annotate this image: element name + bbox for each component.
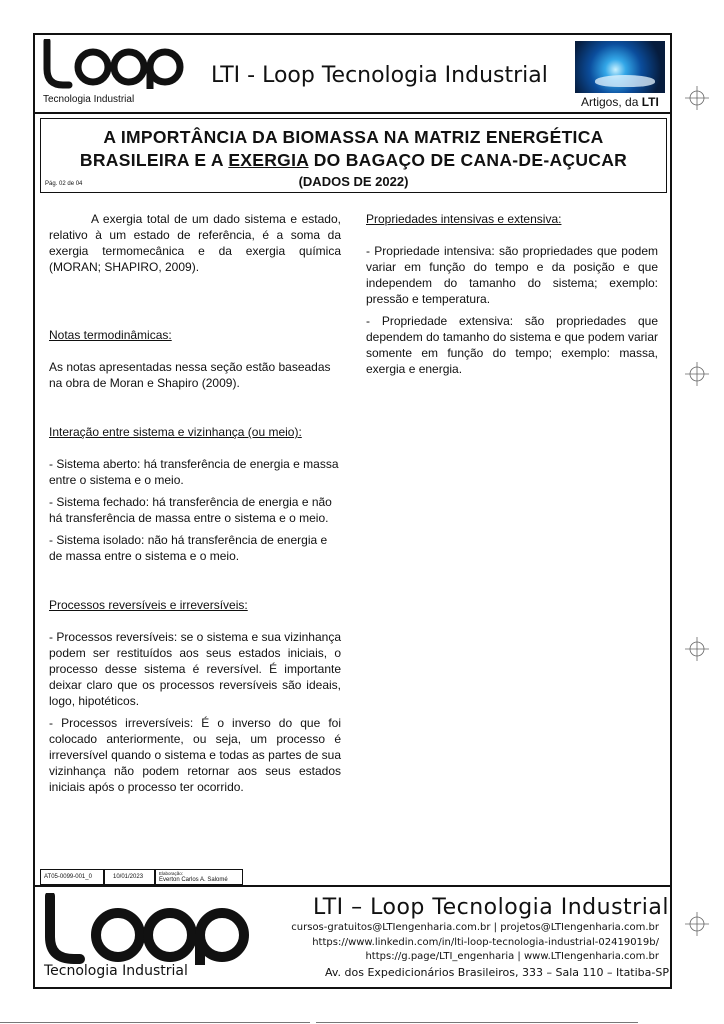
intro-paragraph: A exergia total de um dado sistema e estado, relativo à um estado de referência, é a soma da exergia termomecânica e da exergia química (MORAN; SHAPIRO, 2009). [49,212,341,274]
header-title: LTI - Loop Tecnologia Industrial [211,63,548,88]
document-code-box [40,869,104,885]
artigos-brand: LTI [641,95,659,109]
right-column [366,211,658,377]
registration-mark-icon [685,362,709,386]
artigos-text: Artigos, da [581,95,639,109]
globe-hand-image [575,41,665,93]
left-column [49,211,341,795]
article-title-line2 [41,150,666,171]
processos-reversiveis: - Processos reversíveis: se o sistema e sua vizinhança podem ser restituídos aos seus estados iniciais, o processo desse sistema é reversível. É importante deixar claro que os processos reversíveis são ideais, logo, hipotéticos. [49,630,341,708]
sistema-isolado: - Sistema isolado: não há transferência de energia e de massa entre o sistema e o meio. [49,533,328,563]
footer-links[interactable]: https://g.page/LTI_engenharia | www.LTIengenharia.com.br [365,951,659,962]
footer-divider [35,885,670,887]
interacao-heading: Interação entre sistema e vizinhança (ou meio): [49,425,302,439]
sistema-aberto: - Sistema aberto: há transferência de energia e massa entre o sistema e o meio. [49,457,339,487]
sistema-fechado: - Sistema fechado: há transferência de energia e não há transferência de massa entre o sistema e o meio. [49,495,332,525]
title-line2-post: DO BAGAÇO DE CANA-DE-AÇUCAR [308,150,628,170]
article-subtitle: (DADOS DE 2022) [298,174,409,189]
propriedade-extensiva: - Propriedade extensiva: são propriedades que dependem do tamanho do sistema e que podem variar somente em função do tempo; exemplo: massa, exergia e energia. [366,314,658,376]
footer-title: LTI – Loop Tecnologia Industrial [313,895,669,920]
footer-logo-subtitle: Tecnologia Industrial [44,963,188,979]
footer-loop-logo [42,893,252,979]
processos-irreversiveis: - Processos irreversíveis: É o inverso do que foi colocado anteriormente, ou seja, um processo é irreversível quando o sistema e todas as partes de sua vizinhança não podem retornar aos seus estados iniciais após o processo ter ocorrido. [49,716,341,794]
logo-subtitle: Tecnologia Industrial [43,94,135,105]
document-date-box [104,869,155,885]
footer-linkedin[interactable]: https://www.linkedin.com/in/lti-loop-tecnologia-industrial-02419019b/ [312,937,659,948]
artigos-label [581,95,659,109]
footer-loop-logo-mark [42,893,252,965]
loop-logo-mark [41,39,191,89]
notas-heading: Notas termodinâmicas: [49,328,172,342]
document-code: AT05-0099-001_0 [44,874,92,880]
registration-mark-icon [685,86,709,110]
registration-mark-icon [685,637,709,661]
propriedade-intensiva: - Propriedade intensiva: são propriedades que podem variar em função do tempo e da posição e que independem do tamanho do sistema; exemplo: pressão e temperatura. [366,244,658,306]
notas-paragraph: As notas apresentadas nessa seção estão baseadas na obra de Moran e Shapiro (2009). [49,360,331,390]
document-date: 10/01/2023 [113,874,144,880]
footer-address: Av. dos Expedicionários Brasileiros, 333 – Sala 110 – Itatiba-SP [325,966,669,979]
article-title-box [40,118,667,193]
article-title-line1: A IMPORTÂNCIA DA BIOMASSA NA MATRIZ ENERGÉTICA [103,127,604,147]
page-number: Pág. 02 de 04 [45,181,83,187]
page-header [35,35,670,114]
loop-logo [41,39,191,105]
processos-heading: Processos reversíveis e irreversíveis: [49,598,248,612]
author-name: Everton Carlos A. Salomé [159,877,228,883]
propriedades-heading: Propriedades intensivas e extensiva: [366,212,562,226]
title-emphasis: EXERGIA [228,150,309,170]
footer-emails[interactable]: cursos-gratuitos@LTIengenharia.com.br | projetos@LTIengenharia.com.br [291,922,659,933]
title-line2-pre: BRASILEIRA E A [79,150,229,170]
bottom-rule-right [316,1022,638,1023]
registration-mark-icon [685,912,709,936]
bottom-rule-left [0,1022,310,1023]
elaboracao-label: Elaboração: [159,871,184,876]
author-box [155,869,243,885]
